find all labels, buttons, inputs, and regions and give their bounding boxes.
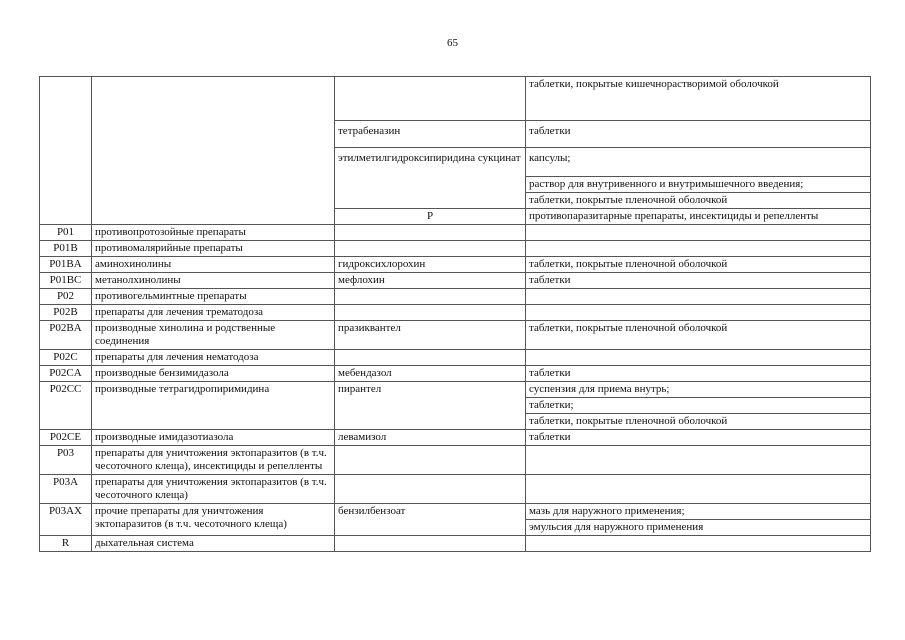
substance-cell: гидроксихлорохин (335, 257, 526, 273)
dosage-form-cell: таблетки, покрытые пленочной оболочкой (526, 257, 871, 273)
dosage-form-cell (526, 305, 871, 321)
substance-cell (335, 77, 526, 121)
atc-code-cell: P02CE (40, 430, 92, 446)
table-body (40, 77, 871, 552)
atc-code-cell: P02BA (40, 321, 92, 350)
group-name-cell: прочие препараты для уничтожения эктопаразитов (в т.ч. чесоточного клеща) (92, 504, 335, 536)
group-name-cell: противопаразитарные препараты, инсектициды и репелленты (526, 209, 871, 225)
group-name-cell: дыхательная система (92, 536, 335, 552)
group-name-cell: метанолхинолины (92, 273, 335, 289)
atc-code-cell: P02C (40, 350, 92, 366)
table-row (40, 225, 871, 241)
dosage-form-cell (526, 241, 871, 257)
table-row (40, 536, 871, 552)
table-row (40, 289, 871, 305)
dosage-form-cell: раствор для внутривенного и внутримышечного введения; (526, 177, 871, 193)
table-row (40, 273, 871, 289)
page-number: 65 (447, 37, 458, 49)
dosage-form-cell (526, 446, 871, 475)
table-row (40, 446, 871, 475)
table-row (40, 504, 871, 520)
atc-code-cell: P02CA (40, 366, 92, 382)
group-name-cell: противогельминтные препараты (92, 289, 335, 305)
substance-cell (335, 536, 526, 552)
table-row (40, 382, 871, 398)
substance-cell: празиквантел (335, 321, 526, 350)
atc-code-cell: P02CC (40, 382, 92, 430)
dosage-form-cell: таблетки; (526, 398, 871, 414)
group-name-cell (92, 77, 335, 225)
atc-code-cell: P01BC (40, 273, 92, 289)
dosage-form-cell: таблетки (526, 366, 871, 382)
substance-cell (335, 241, 526, 257)
dosage-form-cell (526, 475, 871, 504)
atc-code-cell: R (40, 536, 92, 552)
dosage-form-cell: капсулы; (526, 148, 871, 177)
dosage-form-cell (526, 536, 871, 552)
atc-code-cell: P02 (40, 289, 92, 305)
substance-cell: мефлохин (335, 273, 526, 289)
dosage-form-cell: таблетки, покрытые кишечнорастворимой оболочкой (526, 77, 871, 121)
group-name-cell: препараты для уничтожения эктопаразитов (в т.ч. чесоточного клеща), инсектициды и репелленты (92, 446, 335, 475)
table-row (40, 350, 871, 366)
dosage-form-cell: эмульсия для наружного применения (526, 520, 871, 536)
atc-code-cell: P01BA (40, 257, 92, 273)
dosage-form-cell: мазь для наружного применения; (526, 504, 871, 520)
atc-code-cell: P02B (40, 305, 92, 321)
table-row (40, 321, 871, 350)
substance-cell (335, 225, 526, 241)
table-row (40, 241, 871, 257)
substance-cell: тетрабеназин (335, 121, 526, 148)
atc-code-cell: P03AX (40, 504, 92, 536)
substance-cell (335, 475, 526, 504)
substance-cell (335, 305, 526, 321)
group-name-cell: препараты для лечения трематодоза (92, 305, 335, 321)
substance-cell: мебендазол (335, 366, 526, 382)
atc-code-cell: P (335, 209, 526, 225)
atc-code-cell: P03A (40, 475, 92, 504)
group-name-cell: аминохинолины (92, 257, 335, 273)
group-name-cell: производные бензимидазола (92, 366, 335, 382)
group-name-cell: противопротозойные препараты (92, 225, 335, 241)
dosage-form-cell (526, 350, 871, 366)
group-name-cell: производные тетрагидропиримидина (92, 382, 335, 430)
dosage-form-cell (526, 225, 871, 241)
atc-code-cell: P03 (40, 446, 92, 475)
table-row (40, 475, 871, 504)
dosage-form-cell: суспензия для приема внутрь; (526, 382, 871, 398)
substance-cell: бензилбензоат (335, 504, 526, 536)
group-name-cell: препараты для уничтожения эктопаразитов (в т.ч. чесоточного клеща) (92, 475, 335, 504)
table-row (40, 305, 871, 321)
dosage-form-cell: таблетки, покрытые пленочной оболочкой (526, 193, 871, 209)
substance-cell: левамизол (335, 430, 526, 446)
substance-cell: этилметилгидроксипиридина сукцинат (335, 148, 526, 209)
substance-cell: пирантел (335, 382, 526, 430)
dosage-form-cell: таблетки, покрытые пленочной оболочкой (526, 321, 871, 350)
dosage-form-cell: таблетки (526, 121, 871, 148)
substance-cell (335, 446, 526, 475)
atc-code-cell: P01 (40, 225, 92, 241)
group-name-cell: противомалярийные препараты (92, 241, 335, 257)
dosage-form-cell: таблетки, покрытые пленочной оболочкой (526, 414, 871, 430)
table-row (40, 430, 871, 446)
table-row (40, 77, 871, 121)
atc-code-cell: P01B (40, 241, 92, 257)
group-name-cell: производные хинолина и родственные соединения (92, 321, 335, 350)
substance-cell (335, 350, 526, 366)
table-row (40, 257, 871, 273)
table-row (40, 366, 871, 382)
dosage-form-cell: таблетки (526, 430, 871, 446)
group-name-cell: производные имидазотиазола (92, 430, 335, 446)
substance-cell (335, 289, 526, 305)
drug-classification-table (39, 76, 871, 552)
dosage-form-cell (526, 289, 871, 305)
group-name-cell: препараты для лечения нематодоза (92, 350, 335, 366)
dosage-form-cell: таблетки (526, 273, 871, 289)
atc-code-cell (40, 77, 92, 225)
